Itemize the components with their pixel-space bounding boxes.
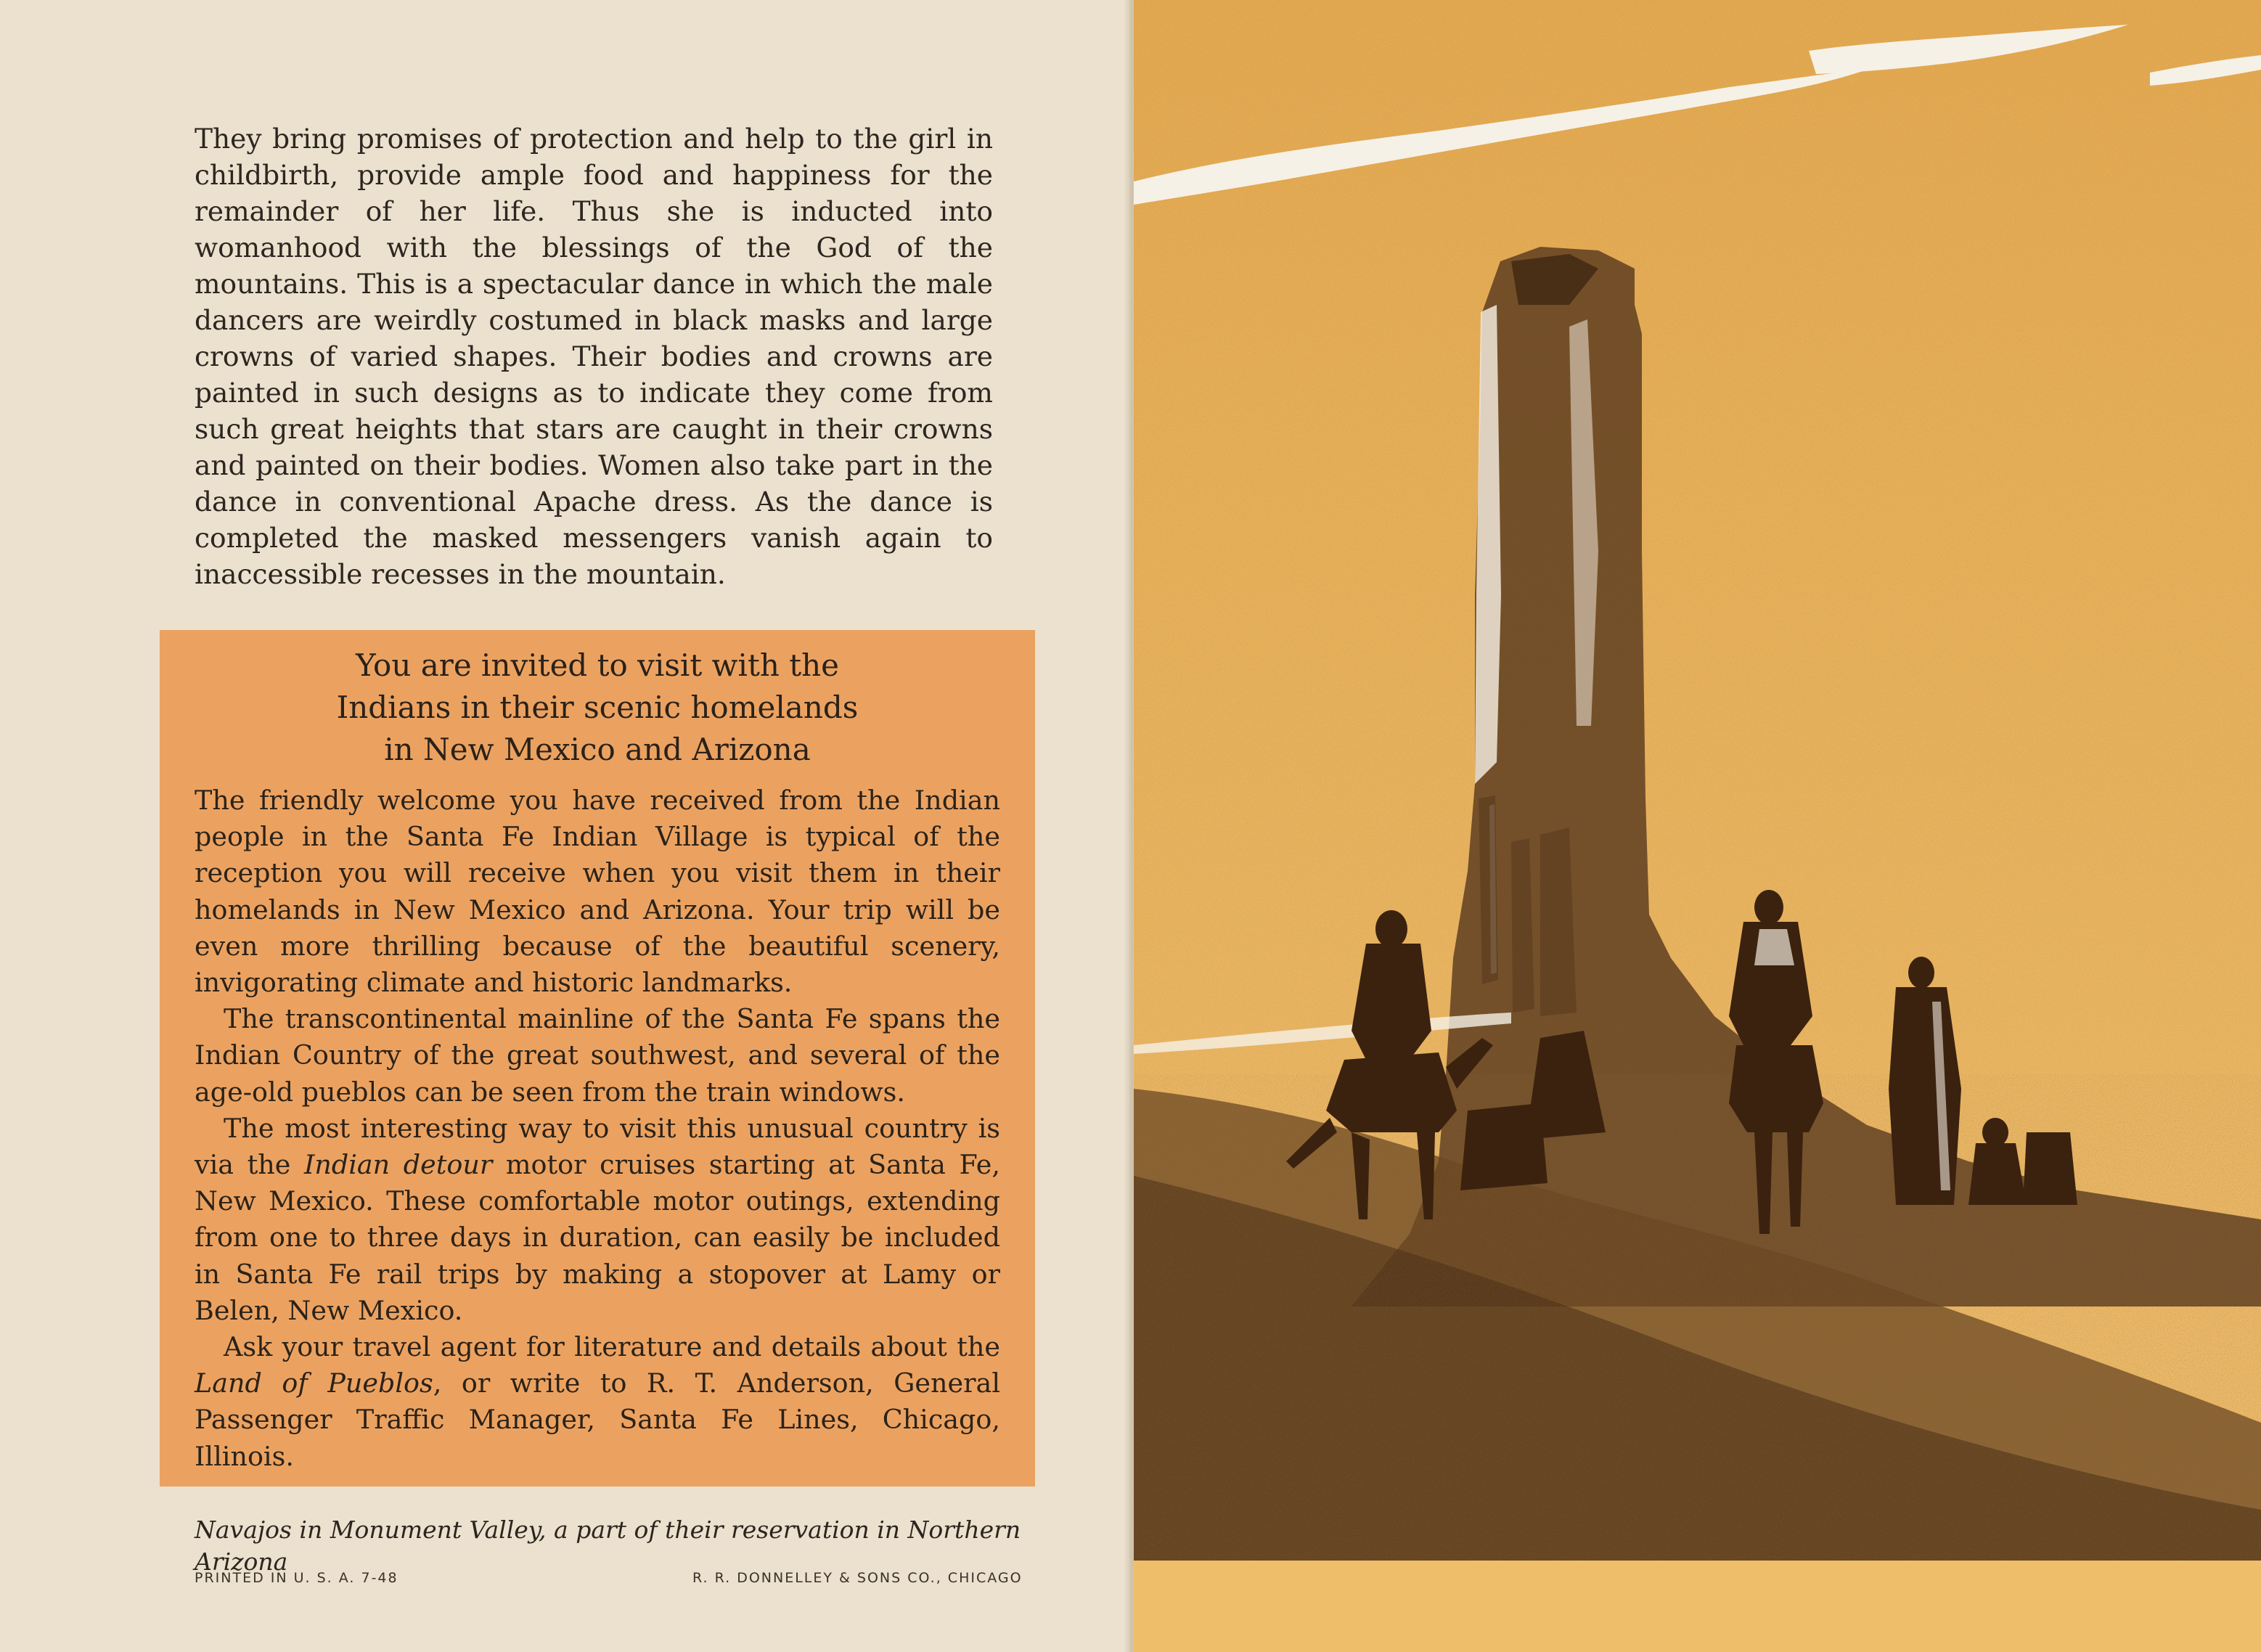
invitation-paragraph-2: The transcontinental mainline of the Santa Fe spans the Indian Country of the great southwest, and several of the age-old pueblos can be seen from the train windows. <box>195 1003 1000 1108</box>
bottom-band <box>1134 1561 2261 1652</box>
right-page-illustration <box>1134 0 2261 1652</box>
invitation-paragraph-3: The most interesting way to visit this unusual country is via the Indian detour motor cruises starting at Santa Fe, New Mexico. These comfortable motor outings, extending from one to three days in duration, can easily be included in Santa Fe rail trips by making a stopover at Lamy or Belen, New Mexico. <box>195 1112 1000 1326</box>
invitation-body <box>195 782 1000 1475</box>
land-of-pueblos-emphasis: Land of Pueblos <box>195 1367 433 1399</box>
left-page <box>0 0 1129 1652</box>
invitation-heading-line-1: You are invited to visit with the <box>355 647 840 683</box>
invitation-box <box>160 630 1035 1487</box>
invitation-heading <box>160 645 1035 771</box>
printer-note: R. R. DONNELLEY & SONS CO., CHICAGO <box>692 1570 1023 1586</box>
invitation-heading-line-3: in New Mexico and Arizona <box>384 732 811 767</box>
monument-valley-illustration <box>1134 0 2261 1652</box>
invitation-paragraph-4: Ask your travel agent for literature and details about the Land of Pueblos, or write to R. T. Anderson, General Passenger Traffic Manager, Santa Fe Lines, Chicago, Illinois. <box>195 1331 1000 1472</box>
invitation-paragraph-1: The friendly welcome you have received from the Indian people in the Santa Fe Indian Village is typical of the reception you will receive when you visit them in their homelands in New Mexico and Arizona. Your trip will be even more thrilling because of the beautiful scenery, invigorating climate and historic landmarks. <box>195 785 1000 999</box>
invitation-heading-line-2: Indians in their scenic homelands <box>336 690 859 725</box>
apache-dance-paragraph: They bring promises of protection and help to the girl in childbirth, provide ample food and happiness for the remainder of her life. Thus she is inducted into womanhood with the blessings of the God of the mountains. This is a spectacular dance in which the male dancers are weirdly costumed in black masks and large crowns of varied shapes. Their bodies and crowns are painted in such designs as to indicate they come from such great heights that stars are caught in their crowns and painted on their bodies. Women also take part in the dance in conventional Apache dress. As the dance is completed the masked messengers vanish again to inaccessible recesses in the mountain. <box>195 123 993 590</box>
printed-note: PRINTED IN U. S. A. 7-48 <box>195 1570 398 1586</box>
indian-detour-emphasis: Indian detour <box>303 1149 493 1181</box>
illustration-caption: Navajos in Monument Valley, a part of their reservation in Northern Arizona <box>195 1516 1021 1576</box>
